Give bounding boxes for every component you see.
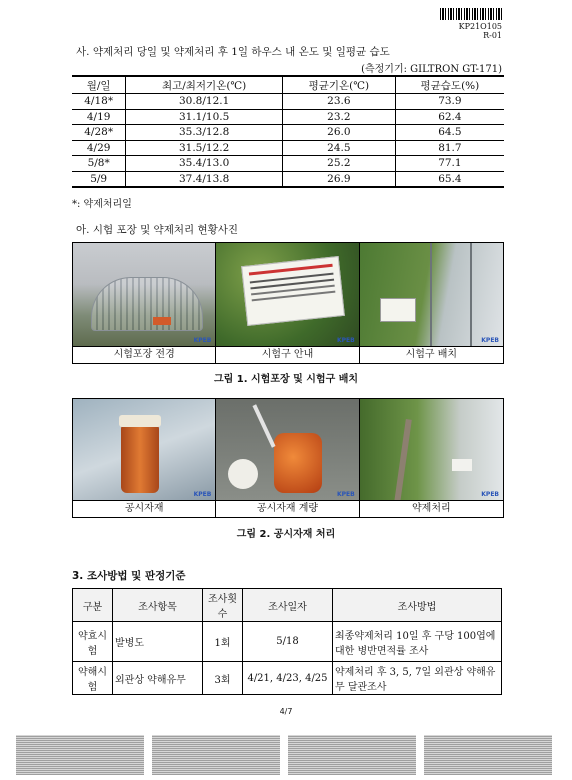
photo-caption: 시험구 안내	[261, 349, 314, 360]
photo-cell	[73, 399, 216, 517]
col-header: 조사일자	[243, 589, 333, 622]
signature-block	[288, 735, 416, 775]
photo-caption: 약제처리	[412, 503, 451, 514]
photo-caption: 시험포장 전경	[113, 349, 175, 360]
table-row	[72, 125, 504, 141]
page-number: 4/7	[279, 707, 293, 716]
table-row	[72, 109, 504, 125]
table-cell: 약효시험	[73, 622, 113, 662]
photo-cell	[216, 399, 359, 517]
table-row	[72, 94, 504, 110]
climate-table	[72, 75, 504, 188]
greenhouse-exterior-photo	[73, 243, 215, 347]
watermark: KPEB	[336, 491, 355, 498]
test-material-photo	[73, 399, 215, 501]
photo-cell	[73, 243, 216, 363]
table-cell: 4/28*	[72, 125, 126, 141]
col-header: 평균습도(%)	[395, 76, 504, 94]
table-cell: 약제처리 후 3, 5, 7일 외관상 약해유무 달관조사	[333, 662, 502, 695]
table-cell: 3회	[203, 662, 243, 695]
table-row	[73, 622, 502, 662]
material-weighing-photo	[216, 399, 358, 501]
col-header: 최고/최저기온(℃)	[126, 76, 283, 94]
table-cell: 4/29	[72, 140, 126, 156]
table-cell: 30.8/12.1	[126, 94, 283, 110]
col-header: 조사항목	[113, 589, 203, 622]
photo-caption: 시험구 배치	[405, 349, 458, 360]
chemical-treatment-photo	[360, 399, 503, 501]
photo-cell	[216, 243, 359, 363]
col-header: 월/일	[72, 76, 126, 94]
table-cell: 62.4	[395, 109, 504, 125]
table-cell: 1회	[203, 622, 243, 662]
table-cell: 31.5/12.2	[126, 140, 283, 156]
doc-code: KP21O105	[458, 22, 502, 31]
table-header-row	[72, 76, 504, 94]
table-cell: 37.4/13.8	[126, 171, 283, 187]
table-cell: 26.0	[282, 125, 395, 141]
watermark: KPEB	[481, 491, 499, 498]
watermark: KPEB	[336, 337, 355, 344]
barcode	[440, 8, 502, 20]
table-cell: 5/18	[243, 622, 333, 662]
table-header-row	[73, 589, 502, 622]
table-cell: 23.6	[282, 94, 395, 110]
section-a-title: 아. 시험 포장 및 약제처리 현황사진	[76, 224, 239, 236]
photo-cell	[360, 243, 503, 363]
table-cell: 65.4	[395, 171, 504, 187]
table-cell: 35.4/13.0	[126, 156, 283, 172]
table-cell: 73.9	[395, 94, 504, 110]
table-cell: 4/19	[72, 109, 126, 125]
table-row	[72, 156, 504, 172]
watermark: KPEB	[481, 337, 499, 344]
signature-block	[424, 735, 552, 775]
table-cell: 약해시험	[73, 662, 113, 695]
section-sa-title: 사. 약제처리 당일 및 약제처리 후 1일 하우스 내 온도 및 일평균 습도	[76, 46, 390, 58]
instrument-note: (측정기기: GILTRON GT-171)	[361, 64, 502, 75]
table-cell: 81.7	[395, 140, 504, 156]
table-cell: 31.1/10.5	[126, 109, 283, 125]
footnote: *: 약제처리일	[72, 199, 132, 210]
table-cell: 26.9	[282, 171, 395, 187]
table-cell: 외관상 약해유무	[113, 662, 203, 695]
plot-sign-photo	[216, 243, 358, 347]
plot-layout-photo	[360, 243, 503, 347]
table-row	[73, 662, 502, 695]
table-row	[72, 171, 504, 187]
table-cell: 4/18*	[72, 94, 126, 110]
table-cell: 4/21, 4/23, 4/25	[243, 662, 333, 695]
table-cell: 25.2	[282, 156, 395, 172]
table-cell: 5/8*	[72, 156, 126, 172]
table-cell: 77.1	[395, 156, 504, 172]
table-cell: 5/9	[72, 171, 126, 187]
table-cell: 64.5	[395, 125, 504, 141]
doc-revision: R-01	[483, 31, 502, 40]
figure1-photo-grid	[72, 242, 504, 364]
table-row	[72, 140, 504, 156]
signature-block	[16, 735, 144, 775]
photo-cell	[360, 399, 503, 517]
watermark: KPEB	[193, 337, 212, 344]
watermark: KPEB	[193, 491, 212, 498]
col-header: 구분	[73, 589, 113, 622]
section3-title: 3. 조사방법 및 판정기준	[72, 570, 186, 582]
figure1-title: 그림 1. 시험포장 및 시험구 배치	[213, 374, 359, 385]
col-header: 평균기온(℃)	[282, 76, 395, 94]
figure2-photo-grid	[72, 398, 504, 518]
table-cell: 35.3/12.8	[126, 125, 283, 141]
survey-method-table	[72, 588, 502, 695]
figure2-title: 그림 2. 공시자재 처리	[236, 529, 336, 540]
table-cell: 발병도	[113, 622, 203, 662]
photo-caption: 공시자재	[124, 503, 164, 514]
table-cell: 최종약제처리 10일 후 구당 100엽에 대한 병반면적률 조사	[333, 622, 502, 662]
table-cell: 23.2	[282, 109, 395, 125]
table-cell: 24.5	[282, 140, 395, 156]
signature-block	[152, 735, 280, 775]
photo-caption: 공시자재 계량	[256, 503, 319, 514]
col-header: 조사횟수	[203, 589, 243, 622]
col-header: 조사방법	[333, 589, 502, 622]
